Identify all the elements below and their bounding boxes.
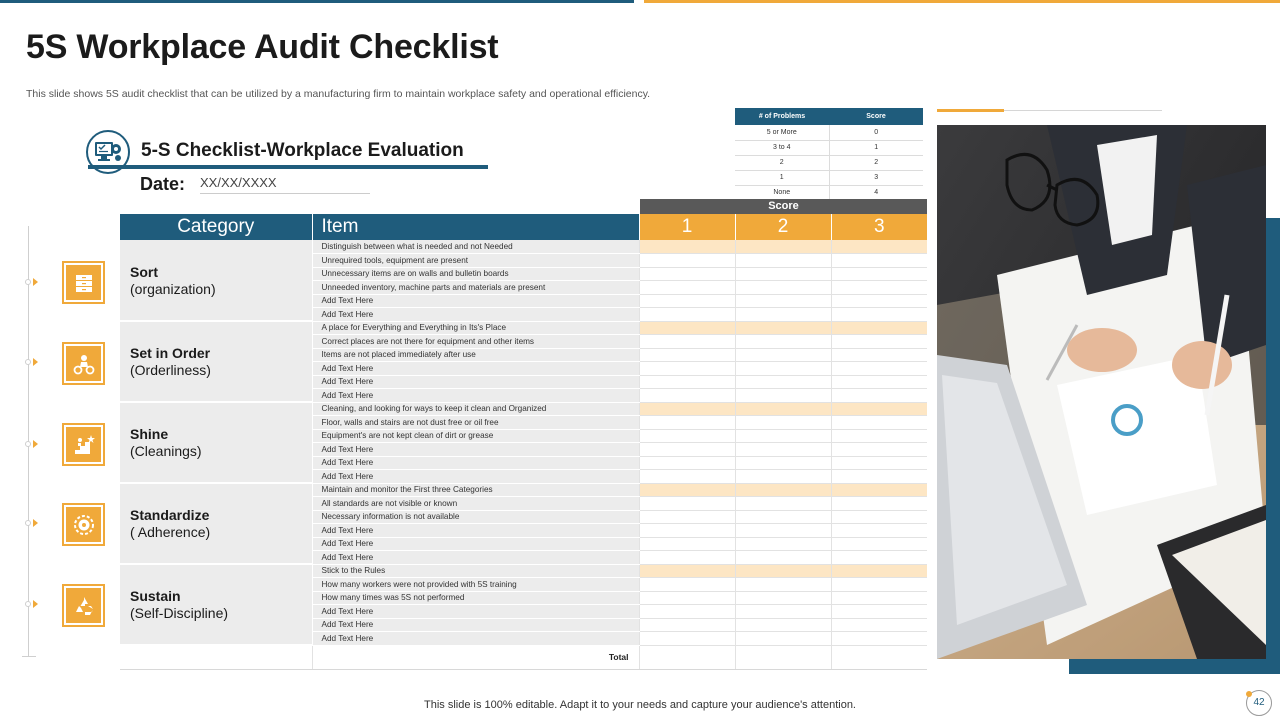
- score-cell-3[interactable]: [831, 497, 927, 511]
- score-cell-3[interactable]: [831, 456, 927, 470]
- page-subtitle: This slide shows 5S audit checklist that can be utilized by a manufacturing firm to maintain workplace safety and operational efficiency.: [26, 88, 651, 100]
- date-field[interactable]: XX/XX/XXXX: [200, 175, 370, 194]
- score-cell-3[interactable]: [831, 362, 927, 376]
- score-cell-1[interactable]: [639, 429, 735, 443]
- score-cell-3[interactable]: [831, 564, 927, 578]
- score-cell-1[interactable]: [639, 537, 735, 551]
- page-number: 42: [1246, 690, 1272, 716]
- legend-problems-cell: 5 or More: [735, 125, 829, 140]
- page-title: 5S Workplace Audit Checklist: [26, 28, 499, 66]
- score-cell-1[interactable]: [639, 416, 735, 430]
- item-column-header: Item: [312, 214, 639, 240]
- score-cell-3[interactable]: [831, 416, 927, 430]
- timeline-dot: [25, 359, 31, 365]
- score-cell-2[interactable]: [735, 456, 831, 470]
- timeline-dot: [25, 441, 31, 447]
- category-name: Shine: [130, 426, 169, 442]
- checklist-item: Add Text Here: [312, 632, 639, 646]
- score-cell-3[interactable]: [831, 618, 927, 632]
- checklist-table: [120, 214, 927, 670]
- total-score-1[interactable]: [639, 645, 735, 669]
- score-cell-2[interactable]: [735, 483, 831, 497]
- score-cell-3[interactable]: [831, 537, 927, 551]
- timeline-dot: [25, 601, 31, 607]
- score-cell-2[interactable]: [735, 308, 831, 322]
- category-cell: [120, 240, 312, 321]
- category-cell: [120, 321, 312, 402]
- score-cell-3[interactable]: [831, 254, 927, 268]
- legend-score-cell: 1: [829, 140, 923, 155]
- legend-score-cell: 2: [829, 155, 923, 170]
- timeline-arrow-icon: [33, 519, 38, 527]
- checklist-item: All standards are not visible or known: [312, 497, 639, 511]
- score-cell-3[interactable]: [831, 429, 927, 443]
- score-cell-1[interactable]: [639, 564, 735, 578]
- score-cell-1[interactable]: [639, 389, 735, 403]
- score-cell-1[interactable]: [639, 281, 735, 295]
- category-subtitle: (Self-Discipline): [130, 605, 229, 621]
- category-name: Standardize: [130, 507, 210, 523]
- checklist-item: Stick to the Rules: [312, 564, 639, 578]
- score-cell-2[interactable]: [735, 267, 831, 281]
- score-cell-1[interactable]: [639, 335, 735, 349]
- score-header: Score: [640, 199, 927, 214]
- total-score-2[interactable]: [735, 645, 831, 669]
- timeline-dot: [25, 279, 31, 285]
- table-row: [120, 564, 927, 578]
- category-cell: [120, 483, 312, 564]
- score-cell-1[interactable]: [639, 443, 735, 457]
- category-cell: [120, 564, 312, 645]
- date-label: Date:: [140, 174, 186, 194]
- score-cell-3[interactable]: [831, 483, 927, 497]
- score-cell-3[interactable]: [831, 443, 927, 457]
- score-cell-2[interactable]: [735, 632, 831, 646]
- checklist-item: How many times was 5S not performed: [312, 591, 639, 605]
- legend-row: [735, 140, 923, 155]
- score-cell-1[interactable]: [639, 605, 735, 619]
- score-cell-3[interactable]: [831, 632, 927, 646]
- checklist-item: Distinguish between what is needed and not Needed: [312, 240, 639, 254]
- score-cell-2[interactable]: [735, 524, 831, 538]
- score-cell-1[interactable]: [639, 591, 735, 605]
- recycle-icon: [62, 584, 105, 627]
- score-cell-2[interactable]: [735, 497, 831, 511]
- score-cell-3[interactable]: [831, 524, 927, 538]
- score-cell-1[interactable]: [639, 308, 735, 322]
- category-subtitle: ( Adherence): [130, 524, 211, 540]
- score-cell-3[interactable]: [831, 308, 927, 322]
- score-cell-3[interactable]: [831, 321, 927, 335]
- photo-accent-line: [1004, 110, 1162, 111]
- checklist-item: Add Text Here: [312, 362, 639, 376]
- category-name: Sort: [130, 263, 158, 280]
- table-row: [120, 402, 927, 416]
- checklist-item: Correct places are not there for equipment and other items: [312, 335, 639, 349]
- score-cell-2[interactable]: [735, 510, 831, 524]
- photo-accent-bar: [937, 109, 1004, 112]
- score-cell-2[interactable]: [735, 429, 831, 443]
- category-subtitle: (organization): [130, 280, 216, 297]
- score-1-header: 1: [639, 214, 735, 240]
- score-cell-1[interactable]: [639, 321, 735, 335]
- score-cell-1[interactable]: [639, 497, 735, 511]
- score-cell-2[interactable]: [735, 416, 831, 430]
- score-cell-3[interactable]: [831, 578, 927, 592]
- timeline-arrow-icon: [33, 440, 38, 448]
- score-cell-1[interactable]: [639, 551, 735, 565]
- legend-header-score: Score: [829, 108, 923, 125]
- table-row: [120, 240, 927, 254]
- score-cell-1[interactable]: [639, 618, 735, 632]
- legend-row: [735, 155, 923, 170]
- legend-score-cell: 4: [829, 185, 923, 200]
- checklist-item: Add Text Here: [312, 389, 639, 403]
- table-row: [120, 483, 927, 497]
- score-cell-1[interactable]: [639, 470, 735, 484]
- checklist-item: Add Text Here: [312, 308, 639, 322]
- legend-problems-cell: 1: [735, 170, 829, 185]
- score-cell-2[interactable]: [735, 443, 831, 457]
- checklist-item: Unnecessary items are on walls and bulletin boards: [312, 267, 639, 281]
- checklist-item: Necessary information is not available: [312, 510, 639, 524]
- score-cell-1[interactable]: [639, 240, 735, 254]
- category-subtitle: (Cleanings): [130, 443, 202, 459]
- score-cell-2[interactable]: [735, 321, 831, 335]
- timeline-arrow-icon: [33, 278, 38, 286]
- score-cell-3[interactable]: [831, 375, 927, 389]
- category-subtitle: (Orderliness): [130, 362, 211, 378]
- score-cell-2[interactable]: [735, 240, 831, 254]
- checklist-item: Add Text Here: [312, 470, 639, 484]
- score-cell-3[interactable]: [831, 240, 927, 254]
- score-cell-2[interactable]: [735, 537, 831, 551]
- score-cell-2[interactable]: [735, 402, 831, 416]
- checklist-item: Add Text Here: [312, 618, 639, 632]
- score-cell-1[interactable]: [639, 348, 735, 362]
- gear-badge-icon: [62, 503, 105, 546]
- score-cell-3[interactable]: [831, 281, 927, 295]
- score-cell-1[interactable]: [639, 483, 735, 497]
- total-score-3[interactable]: [831, 645, 927, 669]
- score-cell-2[interactable]: [735, 591, 831, 605]
- checklist-item: Add Text Here: [312, 537, 639, 551]
- checklist-item: Add Text Here: [312, 456, 639, 470]
- category-name: Set in Order: [130, 345, 211, 361]
- score-cell-3[interactable]: [831, 348, 927, 362]
- page-number-dot: [1246, 691, 1252, 697]
- legend-header-problems: # of Problems: [735, 108, 829, 125]
- timeline-arrow-icon: [33, 600, 38, 608]
- checklist-item: Cleaning, and looking for ways to keep it clean and Organized: [312, 402, 639, 416]
- top-accent-bar-blue: [0, 0, 634, 3]
- score-cell-2[interactable]: [735, 294, 831, 308]
- score-cell-3[interactable]: [831, 294, 927, 308]
- legend-score-cell: 3: [829, 170, 923, 185]
- score-cell-3[interactable]: [831, 551, 927, 565]
- score-cell-2[interactable]: [735, 348, 831, 362]
- total-spacer: [120, 645, 312, 669]
- timeline-arrow-icon: [33, 358, 38, 366]
- score-cell-1[interactable]: [639, 375, 735, 389]
- score-cell-2[interactable]: [735, 578, 831, 592]
- score-2-header: 2: [735, 214, 831, 240]
- score-cell-3[interactable]: [831, 267, 927, 281]
- score-cell-2[interactable]: [735, 362, 831, 376]
- evaluation-underline: [88, 165, 488, 169]
- checklist-item: Floor, walls and stairs are not dust free or oil free: [312, 416, 639, 430]
- business-meeting-photo: [937, 125, 1266, 659]
- checklist-item: Add Text Here: [312, 375, 639, 389]
- score-cell-1[interactable]: [639, 254, 735, 268]
- score-cell-1[interactable]: [639, 267, 735, 281]
- score-cell-2[interactable]: [735, 335, 831, 349]
- score-cell-2[interactable]: [735, 389, 831, 403]
- checklist-item: Equipment's are not kept clean of dirt or grease: [312, 429, 639, 443]
- legend-row: [735, 125, 923, 140]
- checklist-item: How many workers were not provided with 5S training: [312, 578, 639, 592]
- legend-score-cell: 0: [829, 125, 923, 140]
- table-row: [120, 321, 927, 335]
- stairs-star-icon: [62, 423, 105, 466]
- score-cell-1[interactable]: [639, 456, 735, 470]
- score-cell-1[interactable]: [639, 362, 735, 376]
- score-cell-3[interactable]: [831, 389, 927, 403]
- score-cell-2[interactable]: [735, 470, 831, 484]
- score-cell-1[interactable]: [639, 578, 735, 592]
- cabinet-icon: [62, 261, 105, 304]
- score-cell-3[interactable]: [831, 402, 927, 416]
- score-cell-1[interactable]: [639, 294, 735, 308]
- worker-gears-icon: [62, 342, 105, 385]
- timeline-rail-end: [22, 656, 36, 657]
- category-cell: [120, 402, 312, 483]
- score-cell-3[interactable]: [831, 470, 927, 484]
- evaluation-title: 5-S Checklist-Workplace Evaluation: [141, 140, 464, 161]
- score-cell-2[interactable]: [735, 605, 831, 619]
- checklist-item: Maintain and monitor the First three Categories: [312, 483, 639, 497]
- legend-problems-cell: 2: [735, 155, 829, 170]
- legend-row: [735, 170, 923, 185]
- checklist-item: Add Text Here: [312, 524, 639, 538]
- checklist-item: Add Text Here: [312, 294, 639, 308]
- score-cell-3[interactable]: [831, 335, 927, 349]
- score-cell-1[interactable]: [639, 402, 735, 416]
- total-label: Total: [312, 645, 639, 669]
- checklist-item: Add Text Here: [312, 605, 639, 619]
- legend-problems-cell: None: [735, 185, 829, 200]
- checklist-item: Items are not placed immediately after use: [312, 348, 639, 362]
- score-cell-3[interactable]: [831, 510, 927, 524]
- top-accent-bar-orange: [644, 0, 1280, 3]
- score-cell-2[interactable]: [735, 618, 831, 632]
- score-cell-3[interactable]: [831, 591, 927, 605]
- score-cell-1[interactable]: [639, 510, 735, 524]
- score-cell-3[interactable]: [831, 605, 927, 619]
- legend-problems-cell: 3 to 4: [735, 140, 829, 155]
- score-cell-1[interactable]: [639, 632, 735, 646]
- checklist-item: Unneeded inventory, machine parts and materials are present: [312, 281, 639, 295]
- category-name: Sustain: [130, 588, 181, 604]
- score-3-header: 3: [831, 214, 927, 240]
- legend-row: [735, 185, 923, 200]
- score-cell-1[interactable]: [639, 524, 735, 538]
- category-column-header: Category: [120, 214, 312, 240]
- checklist-item: A place for Everything and Everything in Its's Place: [312, 321, 639, 335]
- score-cell-2[interactable]: [735, 564, 831, 578]
- checklist-item: Add Text Here: [312, 551, 639, 565]
- score-cell-2[interactable]: [735, 375, 831, 389]
- checklist-item: Add Text Here: [312, 443, 639, 457]
- scoring-legend-table: [735, 108, 923, 201]
- checklist-item: Unrequired tools, equipment are present: [312, 254, 639, 268]
- timeline-dot: [25, 520, 31, 526]
- score-cell-2[interactable]: [735, 281, 831, 295]
- score-cell-2[interactable]: [735, 551, 831, 565]
- footer-note: This slide is 100% editable. Adapt it to your needs and capture your audience's attention.: [424, 699, 856, 711]
- score-cell-2[interactable]: [735, 254, 831, 268]
